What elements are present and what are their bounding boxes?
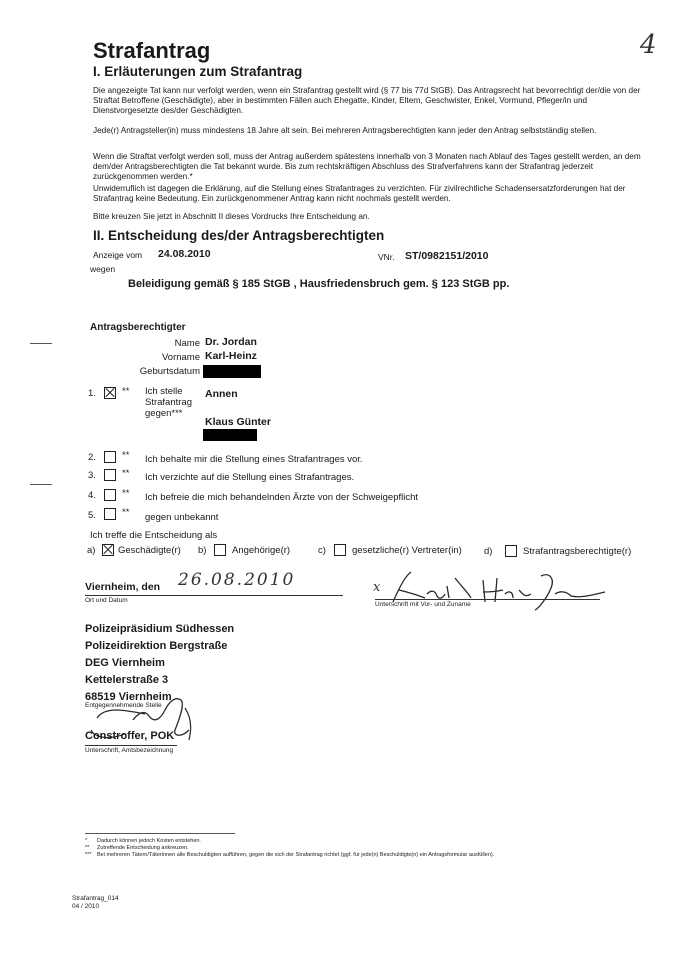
date-line [85,595,343,596]
para-5: Bitte kreuzen Sie jetzt in Abschnitt II dieses Vordrucks Ihre Entscheidung an. [93,212,370,221]
option-5-checkbox[interactable] [104,508,116,520]
page-title: Strafantrag [93,38,211,63]
option-3-checkbox[interactable] [104,469,116,481]
margin-mark-bottom [30,484,52,485]
option-2-stars: ** [122,450,130,461]
geburt-label: Geburtsdatum [139,366,200,377]
para-1: Die angezeigte Tat kann nur verfolgt werden, wenn ein Strafantrag gestellt wird (§ 77 bis 77d StGB). Das Antragsrecht hat bevorrechtigt der/die von der Straftat Betroffene (Geschädigte), aber in bestimmten Fällen auch Ehegatte, Kinder, Eltern, Geschwister, Enkel, Vormund, Pfleger/in und Dienstvorgesetzte des/der Geschädigten. [93,86,641,115]
footnote-3-mark: *** [85,852,92,858]
police-line-2: Polizeidirektion Bergstraße [85,640,228,652]
option-4-checkbox[interactable] [104,489,116,501]
section1-heading: I. Erläuterungen zum Strafantrag [93,64,303,79]
footnote-2-mark: ** [85,845,90,851]
form-date: 04 / 2010 [72,903,100,910]
margin-mark-top [30,343,52,344]
option-3-text: Ich verzichte auf die Stellung eines Strafantrages. [145,472,355,483]
role-b-checkbox[interactable] [214,544,226,556]
vnr-label: VNr. [378,252,395,262]
option-4-stars: ** [122,488,130,499]
form-id-block [72,895,119,911]
vorname-value: Karl-Heinz [205,350,257,362]
officer-name: Constroffer, POK [85,730,175,742]
signature-line [375,599,600,600]
role-a-label: Geschädigte(r) [118,545,181,556]
role-b-label: Angehörige(r) [232,545,291,556]
role-b-key: b) [198,545,207,556]
wegen-value: Beleidigung gemäß § 185 StGB , Hausfriedensbruch gem. § 123 StGB pp. [128,278,510,290]
redacted-birthdate [203,365,261,378]
vorname-label: Vorname [161,352,200,363]
form-id: Strafantrag_014 [72,895,119,902]
footnote-2-text: Zutreffende Entscheidung ankreuzen. [97,845,189,851]
option-1-stars: ** [122,386,130,397]
role-c-checkbox[interactable] [334,544,346,556]
role-d-checkbox[interactable] [505,545,517,557]
footnote-1-mark: * [85,838,88,844]
role-c-label: gesetzliche(r) Vertreter(in) [352,545,462,556]
role-a-checkbox[interactable] [102,544,114,556]
option-4-num: 4. [88,490,96,501]
option-3-num: 3. [88,470,96,481]
police-line-3: DEG Viernheim [85,657,165,669]
option-4-text: Ich befreie die mich behandelnden Ärzte von der Schweigepflicht [145,492,419,503]
role-d-label: Strafantragsberechtigte(r) [523,546,632,557]
option-1-checkbox[interactable] [104,387,116,399]
option-2-num: 2. [88,452,96,463]
para-4: Unwiderruflich ist dagegen die Erklärung, auf die Stellung eines Strafantrages zu verzichten. Für zivilrechtliche Schadensersatzforderungen hat der Strafantrag keine Bedeutung. Ein zurückgenommener Antrag kann nicht nochmals gestellt werden. [93,184,626,203]
redacted-accused-detail [203,429,257,441]
ort-datum-label: Ort und Datum [85,597,128,604]
anzeige-date: 24.08.2010 [158,248,211,260]
option-3-stars: ** [122,468,130,479]
name-label: Name [174,338,200,349]
option-1-text: Ich stelle Strafantrag gegen*** [145,386,192,419]
option-5-num: 5. [88,510,96,521]
footnote-3-text: Bei mehreren Tätern/Täterinnen alle Beschuldigten aufführen, gegen die sich der Strafantrag richtet (ggf. für jede(n) Beschuldigte(n) ein Antragsformular ausfüllen). [97,852,495,858]
accused-line1: Annen [205,388,238,400]
para-2: Jede(r) Antragsteller(in) muss mindestens 18 Jahre alt sein. Bei mehreren Antragsberechtigten kann jeder den Antrag selbstständig stellen. [93,126,597,135]
option-5-stars: ** [122,507,130,518]
decision-intro: Ich treffe die Entscheidung als [90,530,218,541]
option-2-checkbox[interactable] [104,451,116,463]
option-2-text: Ich behalte mir die Stellung eines Strafantrages vor. [145,454,363,465]
antragsberechtigter-heading: Antragsberechtigter [90,322,186,333]
police-line-1: Polizeipräsidium Südhessen [85,623,235,635]
page-number-mark: 4 [640,30,657,60]
para-3: Wenn die Straftat verfolgt werden soll, muss der Antrag außerdem spätestens innerhalb von 3 Monaten nach Ablauf des Tages gestellt werden, an dem dem/der Antragsberechtigten die Tat bekannt wurde. Bis zum rechtskräftigen Abschluss des Strafverfahrens kann der Strafantrag jederzeit zurückgenommen werden.* [93,152,641,181]
option-1-num: 1. [88,388,96,399]
signature-date: 26.08.2010 [178,570,296,590]
footnotes [85,838,605,859]
name-value: Dr. Jordan [205,336,257,348]
signature-x-mark: x [373,580,381,595]
stelle-label: Entgegennehmende Stelle [85,702,162,709]
vnr-value: ST/0982151/2010 [405,250,489,262]
role-c-key: c) [318,545,326,556]
signature-place: Viernheim, den [85,581,161,593]
accused-line2: Klaus Günter [205,416,271,428]
footnote-rule [85,833,235,834]
police-line-5: 68519 Viernheim [85,691,172,703]
amt-label: Unterschrift, Amtsbezeichnung [85,747,174,754]
footnote-1-text: Dadurch können jedoch Kosten entstehen. [97,838,201,844]
officer-line [85,745,177,746]
role-a-key: a) [87,545,96,556]
wegen-label: wegen [90,264,116,274]
police-line-4: Kettelerstraße 3 [85,674,169,686]
anzeige-label: Anzeige vom [93,250,143,260]
option-5-text: gegen unbekannt [145,512,219,523]
unterschrift-label: Unterschrift mit Vor- und Zuname [375,601,471,608]
section2-heading: II. Entscheidung des/der Antragsberechtigten [93,228,385,243]
role-d-key: d) [484,546,493,557]
